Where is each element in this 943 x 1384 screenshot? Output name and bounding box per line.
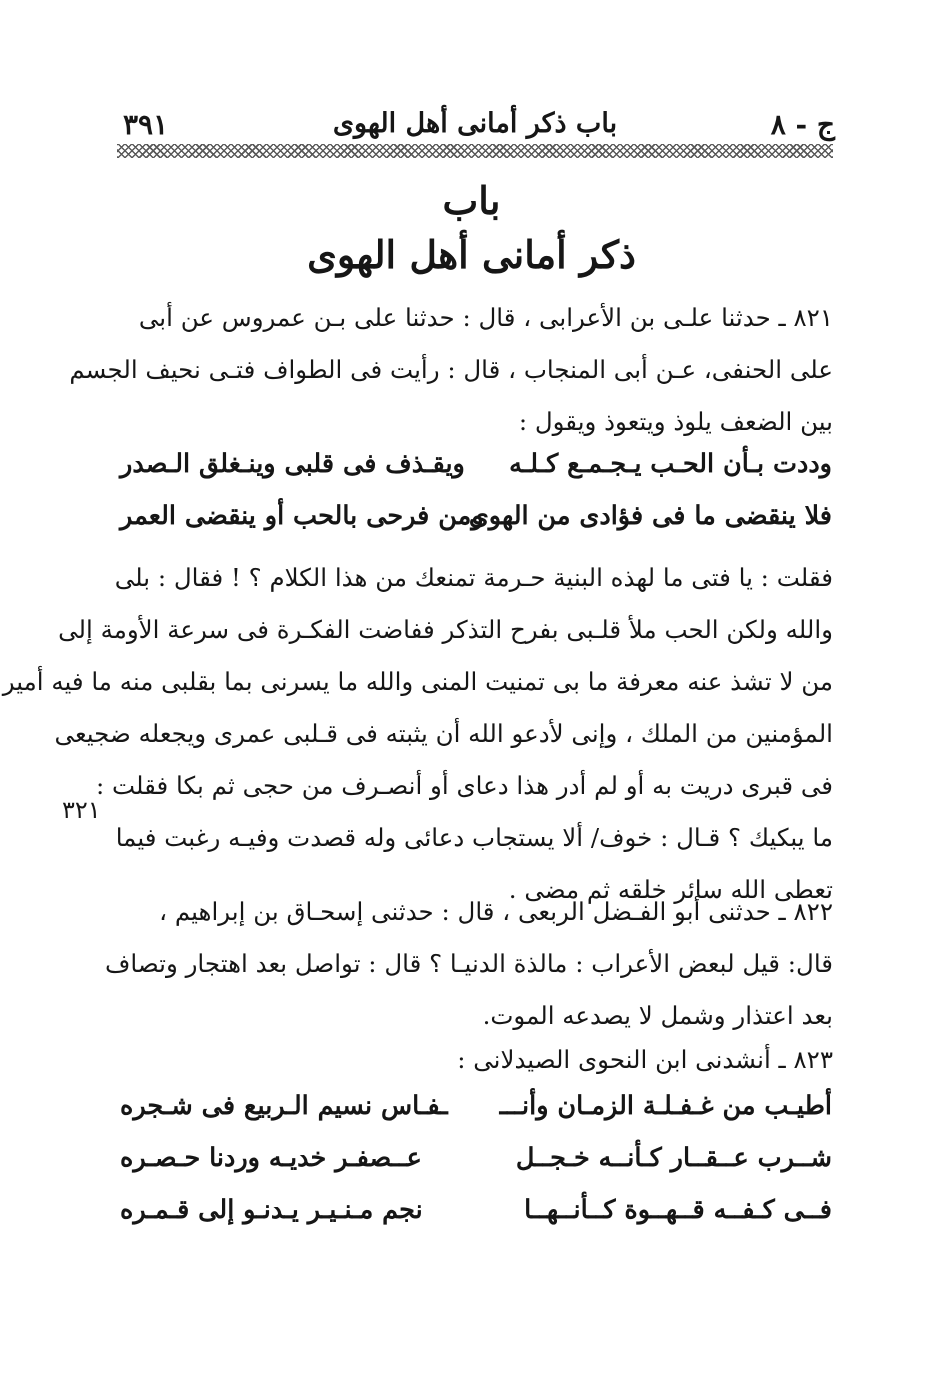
text-line: قال: قيل لبعض الأعراب : مالذة الدنيـا ؟ قال : تواصل بعد اهتجار وتصاف — [105, 949, 833, 978]
verse-line — [120, 1184, 832, 1236]
ornamental-divider — [117, 144, 833, 158]
text-line: ٨٢٣ ـ أنشدنى ابن النحوى الصيدلانى : — [457, 1045, 833, 1074]
text-line: المؤمنين من الملك ، وإنى لأدعو الله أن يثبته فى قـلبى عمرى ويجعله ضجيعى — [54, 719, 833, 748]
text-line: بعد اعتذار وشمل لا يصدعه الموت. — [482, 1001, 833, 1030]
paragraph-823 — [115, 1034, 833, 1086]
first-hemistich: فلا ينقضى ما فى فؤادى من الهوى — [468, 501, 832, 531]
poem-verses-2 — [120, 1080, 832, 1236]
second-hemistich: ومن فرحى بالحب أو ينقضى العمر — [120, 501, 484, 531]
text-line: والله ولكن الحب ملأ قلـبى بفرح التذكر ففاضت الفكـرة فى سرعة الأومة إلى — [58, 615, 833, 644]
poem-verses-1 — [120, 438, 832, 542]
volume-label: ج - ٨ — [770, 108, 835, 141]
verse-line — [120, 438, 832, 490]
verse-line — [120, 1132, 832, 1184]
verse-line — [120, 1080, 832, 1132]
text-line: تعطى الله سائر خلقه ثم مضى . — [508, 875, 833, 904]
second-hemistich: ويقـذف فى قلبى وينـغلق الـصدر — [120, 449, 465, 479]
text-line: على الحنفى، عـن أبى المنجاب ، قال : رأيت فى الطواف فتـى نحيف الجسم — [69, 355, 833, 384]
chapter-title: ذكر أمانى أهل الهوى — [307, 232, 636, 277]
running-header — [115, 108, 835, 144]
text-line: من لا تشذ عنه معرفة ما بى تمنيت المنى والله ما يسرنى بما بقلبى منه ما فيه أمير — [2, 667, 833, 696]
text-line: بين الضعف يلوذ ويتعوذ ويقول : — [518, 407, 833, 436]
text-line: ما يبكيك ؟ قـال : خوف/ ألا يستجاب دعائى وله قصدت وفيـه رغبت فيما — [115, 823, 833, 852]
second-hemistich: نجم مـنـيـر يـدنـو إلى قـمـره — [120, 1195, 423, 1225]
chapter-label: باب — [442, 178, 501, 223]
text-line: فقلت : يا فتى ما لهذه البنية حـرمة تمنعك من هذا الكلام ؟ ! فقال : بلى — [114, 563, 833, 592]
first-hemistich: شــرب عــقــار كـأنــه خـجــل — [515, 1143, 832, 1173]
paragraph-821 — [69, 292, 833, 448]
text-line: ٨٢١ ـ حدثنا علـى بن الأعرابى ، قال : حدثنا على بـن عمروس عن أبى — [138, 303, 833, 332]
second-hemistich: ـفـاس نسيم الـربيع فى شـجره — [120, 1091, 448, 1121]
first-hemistich: أطيـب من غـفـلـة الزمـان وأنـــ — [499, 1091, 832, 1121]
paragraph-822 — [105, 886, 833, 1042]
second-hemistich: عــصفـر خديـه وردنا حـصـره — [120, 1143, 422, 1173]
first-hemistich: فــى كـفــه قــهــوة كــأنــهــا — [524, 1195, 832, 1225]
verse-line — [120, 490, 832, 542]
page-number: ٣٩١ — [123, 108, 169, 141]
margin-page-reference: ٣٢١ — [62, 796, 101, 824]
first-hemistich: وددت بـأن الحـب يـجـمـع كـلـه — [509, 449, 832, 479]
text-line: فى قبرى دريت به أو لم أدر هذا دعاى أو أنصـرف من حجى ثم بكا فقلت : — [95, 771, 833, 800]
running-title: باب ذكر أمانى أهل الهوى — [332, 108, 618, 139]
text-line: ٨٢٢ ـ حدثنى أبو الفـضل الربعى ، قال : حدثنى إسحـاق بن إبراهيم ، — [159, 897, 833, 926]
